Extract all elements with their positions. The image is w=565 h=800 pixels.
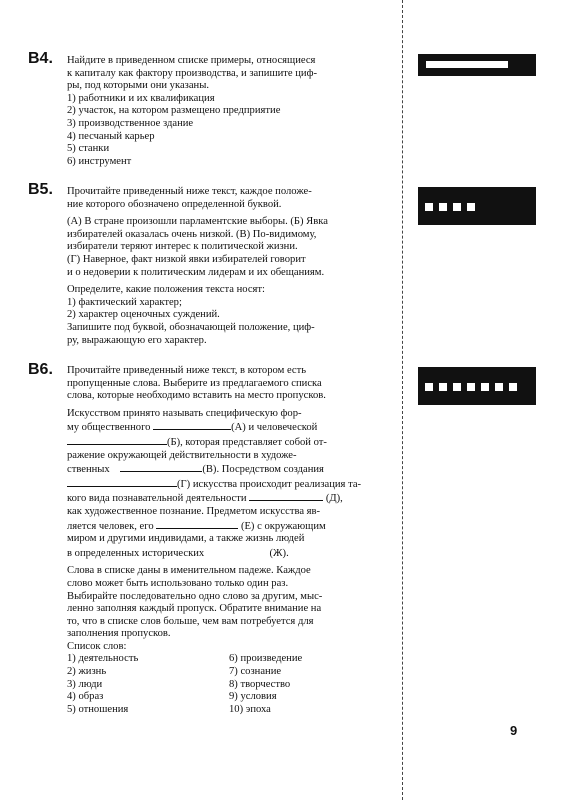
word-item: 3) люди [67,678,103,690]
b5-passage-line: (Г) Наверное, факт низкой явки избирателей говорит [67,253,306,265]
b6-rules-line: Выбирайте последовательно одно слово за другим, мыс- [67,590,323,602]
blank-zh[interactable] [207,546,267,556]
b5-passage-line: и о недоверии к политическим лидерам и их обещаниям. [67,266,325,278]
b5-answer-cell[interactable] [439,203,447,211]
b4-intro-line: Найдите в приведенном списке примеры, относящиеся [67,55,316,66]
b4-option: 6) инструмент [67,155,132,167]
b4-intro-line: ры, под которыми они указаны. [67,80,209,92]
b4-intro-line: к капиталу как фактору производства, и запишите циф- [67,67,317,79]
b6-answer-cell[interactable] [425,383,433,391]
b6-passage-line: ражение окружающей действительности в художе- [67,449,297,461]
word-item: 1) деятельность [67,653,139,665]
word-list [67,653,385,716]
word-item: 8) творчество [229,678,291,690]
b6-intro-line: слова, которые необходимо вставить на место пропусков. [67,390,326,402]
b6-intro-line: Прочитайте приведенный ниже текст, в котором есть [67,365,307,376]
page-number: 9 [510,723,518,738]
b4-option: 2) участок, на котором размещено предприятие [67,105,281,117]
b6-answer-box [418,367,536,405]
b4-option: 1) работники и их квалификация [67,92,215,104]
b6-passage-line: ственных (В). Посредством создания [67,464,324,476]
task-b4-label: B4. [28,50,53,67]
word-item: 7) сознание [229,666,282,678]
b6-rules-line: то, что в списке слов больше, чем вам потребуется для [67,615,314,627]
word-item: 6) произведение [229,653,303,665]
b6-passage-line: как художественное познание. Предметом искусства яв- [67,505,321,517]
blank-g[interactable] [67,477,177,487]
task-b4-text [67,55,385,168]
b6-rules-line: слово может быть использовано только один раз. [67,577,289,589]
cut-line [402,0,403,800]
b4-answer-field[interactable] [426,61,508,68]
b5-intro-line: Прочитайте приведенный ниже текст, каждое положе- [67,186,312,197]
b6-answer-cell[interactable] [481,383,489,391]
b6-passage-line: (Г) искусства происходит реализация та- [67,477,385,492]
word-item: 5) отношения [67,703,129,715]
task-b6-label: B6. [28,361,53,378]
b6-passage-line: Искусством принято называть специфическую фор- [67,407,302,419]
task-b5-label: B5. [28,181,53,198]
blank-b[interactable] [67,435,167,445]
b6-passage-line: ляется человек, его (Е) с окружающим [67,520,326,532]
b6-passage-line: в определенных исторических (Ж). [67,547,289,559]
b5-question: Определите, какие положения текста носят: [67,284,266,296]
b4-answer-box[interactable] [418,54,536,76]
words-title: Список слов: [67,640,127,652]
b4-option: 3) производственное здание [67,117,194,129]
b5-intro-line: ние которого обозначено определенной буквой. [67,198,282,210]
b6-passage-line: му общественного (А) и человеческой [67,422,318,434]
b5-answer-cell[interactable] [453,203,461,211]
b6-answer-cell[interactable] [495,383,503,391]
b5-answer-cell[interactable] [425,203,433,211]
b5-type: 2) характер оценочных суждений. [67,309,220,321]
b5-passage-line: избиратели теряют интерес к политической жизни. [67,241,298,253]
b4-option: 5) станки [67,143,110,155]
task-b5-text [67,186,385,347]
b6-rules-line: Слова в списке даны в именительном падеже. Каждое [67,565,311,577]
b6-passage-line: кого вида познавательной деятельности (Д), [67,493,343,505]
b6-answer-cell[interactable] [467,383,475,391]
b6-intro-line: пропущенные слова. Выберите из предлагаемого списка [67,377,322,389]
word-item: 10) эпоха [229,703,271,715]
word-item: 2) жизнь [67,666,107,678]
blank-v[interactable] [120,462,202,472]
b4-option: 4) песчаный карьер [67,130,155,142]
b5-type: 1) фактический характер; [67,296,182,308]
task-b6-text [67,365,385,716]
b6-passage-line: миром и другими индивидами, а также жизнь людей [67,533,305,545]
b6-rules-line: заполнения пропусков. [67,628,171,640]
blank-d[interactable] [249,491,323,501]
b6-answer-cell[interactable] [509,383,517,391]
blank-e[interactable] [156,519,238,529]
b5-instruction: ру, выражающую его характер. [67,334,207,346]
b6-passage-line: (Б), которая представляет собой от- [67,435,385,450]
b5-passage-line: (А) В стране произошли парламентские выборы. (Б) Явка [67,216,328,228]
b6-answer-cell[interactable] [439,383,447,391]
word-item: 4) образ [67,691,104,703]
b5-instruction: Запишите под буквой, обозначающей положение, циф- [67,321,315,333]
blank-a[interactable] [153,420,231,430]
word-item: 9) условия [229,691,277,703]
b5-answer-box [418,187,536,225]
b5-passage-line: избирателей оказалась очень низкой. (В) По-видимому, [67,228,317,240]
b6-answer-cell[interactable] [453,383,461,391]
b6-rules-line: ленно заполняя каждый пропуск. Обратите внимание на [67,603,322,615]
b5-answer-cell[interactable] [467,203,475,211]
